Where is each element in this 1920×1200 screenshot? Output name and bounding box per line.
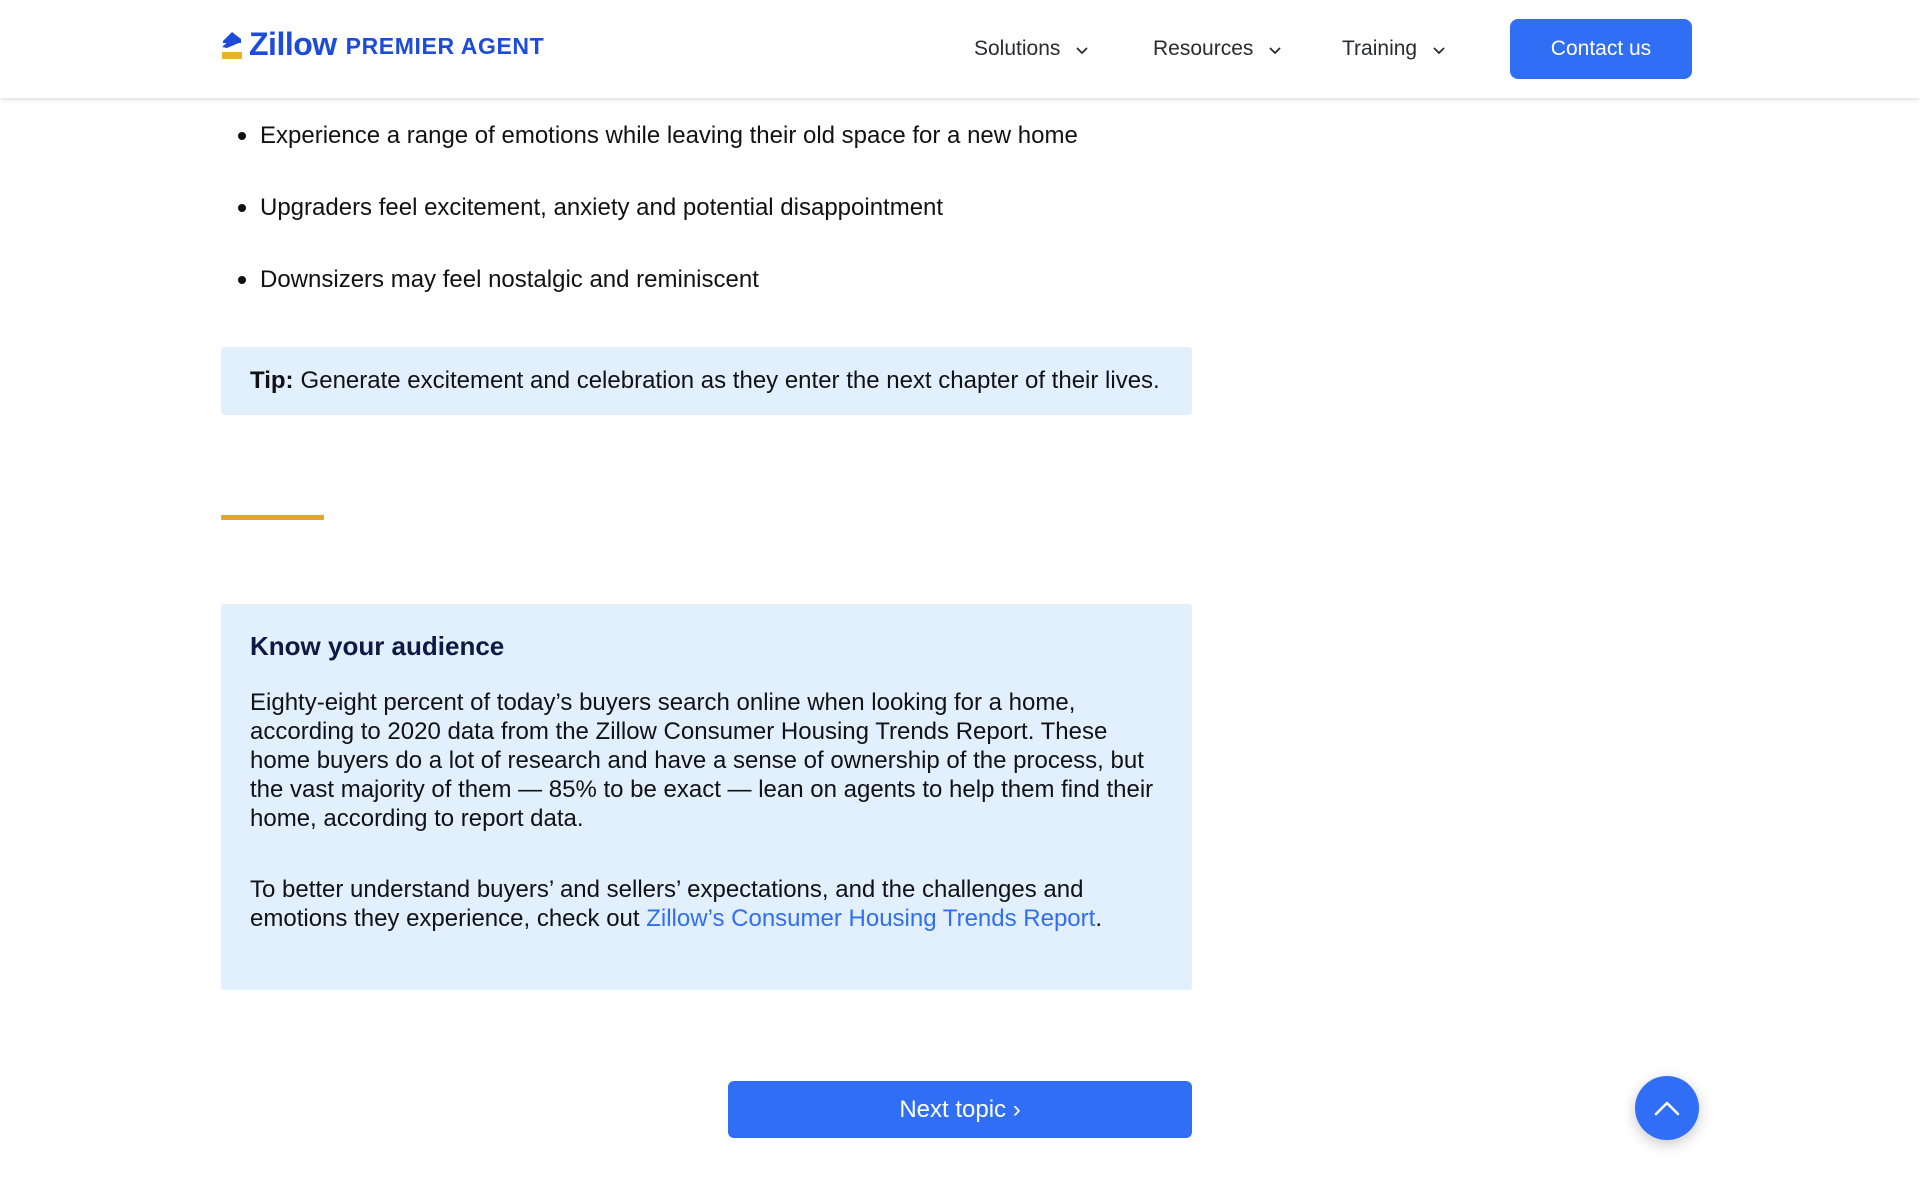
site-header — [0, 0, 1920, 98]
tip-callout — [221, 347, 1192, 415]
chevron-down-icon — [1433, 47, 1445, 55]
contact-us-button[interactable]: Contact us — [1510, 19, 1692, 79]
tip-text: Generate excitement and celebration as they enter the next chapter of their lives. — [300, 367, 1160, 394]
next-topic-button[interactable]: Next topic › — [728, 1081, 1192, 1138]
audience-paragraph: Eighty-eight percent of today’s buyers search online when looking for a home, according to 2020 data from the Zillow Consumer Housing Trends Report. These home buyers do a lot of research and have a sense of ownership of the process, but the vast majority of them — 85% to be exact — lean on agents to help them find their home, according to report data. — [250, 689, 1154, 832]
chevron-up-icon — [1654, 1100, 1680, 1116]
nav-resources-label: Resources — [1153, 37, 1254, 60]
list-item-text: Upgraders feel excitement, anxiety and potential disappointment — [260, 194, 944, 221]
logo-brand-text: Zillow — [249, 26, 337, 62]
audience-paragraph-text: To better understand buyers’ and sellers’ expectations, and the challenges and emotions they experience, check out — [250, 876, 1084, 932]
list-item — [221, 118, 1201, 190]
chevron-down-icon — [1076, 47, 1088, 55]
housing-trends-report-link[interactable]: Zillow’s Consumer Housing Trends Report — [646, 905, 1096, 932]
nav-training[interactable] — [1342, 34, 1445, 64]
nav-solutions[interactable] — [974, 34, 1088, 64]
bullet-dot — [238, 276, 246, 284]
audience-paragraph-end: . — [1095, 905, 1102, 932]
section-accent-divider — [221, 515, 324, 520]
bullet-dot — [238, 204, 246, 212]
emotions-bullet-list — [221, 118, 1201, 334]
tip-label: Tip: — [250, 367, 294, 394]
nav-solutions-label: Solutions — [974, 37, 1061, 60]
list-item — [221, 190, 1201, 262]
bullet-dot — [238, 132, 246, 140]
logo-product-text: PREMIER AGENT — [345, 33, 545, 59]
audience-paragraph — [250, 875, 1155, 933]
know-your-audience-panel — [221, 604, 1192, 990]
list-item-text: Experience a range of emotions while leaving their old space for a new home — [260, 122, 1078, 149]
nav-resources[interactable] — [1153, 34, 1281, 64]
audience-heading: Know your audience — [250, 631, 505, 661]
nav-training-label: Training — [1342, 37, 1418, 60]
zillow-logo-icon — [221, 28, 243, 60]
list-item — [221, 262, 1201, 334]
list-item-text: Downsizers may feel nostalgic and reminiscent — [260, 266, 759, 293]
zillow-premier-agent-logo[interactable] — [221, 26, 544, 62]
scroll-to-top-button[interactable] — [1635, 1076, 1699, 1140]
chevron-down-icon — [1269, 47, 1281, 55]
